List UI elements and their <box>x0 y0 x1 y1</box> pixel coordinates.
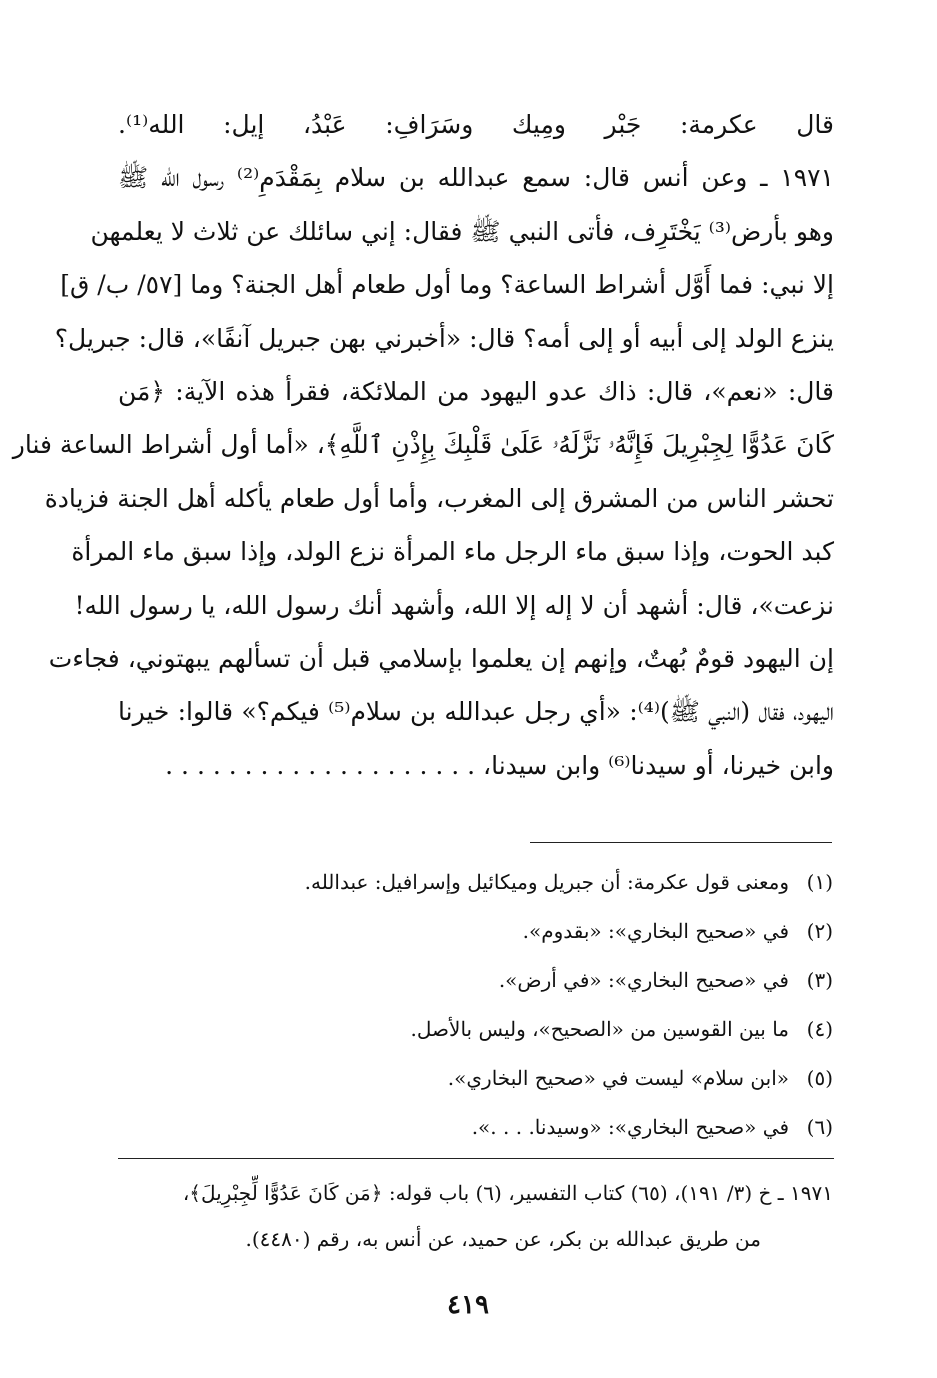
footnote-divider <box>530 842 832 843</box>
footnote-number: (٤) <box>806 1017 833 1041</box>
footnote-text: في «صحيح البخاري»: «في أرض». <box>498 968 789 992</box>
text-line-4: إلا نبي: فما أَوَّل أشراط الساعة؟ وما أول طعام أهل الجنة؟ وما [٥٧/ ب/ ق] <box>60 270 834 300</box>
footnote-4 <box>273 1005 833 1054</box>
text-line-2: ١٩٧١ ـ وعن أنس قال: سمع عبدالله بن سلام بِمَقْدَمِ⁽²⁾ رسول الله ﷺ <box>118 163 834 193</box>
text-line-6: قال: «نعم»، قال: ذاك عدو اليهود من الملائكة، فقرأ هذه الآية: ﴿مَن <box>118 376 834 406</box>
text-line-9: كبد الحوت، وإذا سبق ماء الرجل ماء المرأة نزع الولد، وإذا سبق ماء المرأة <box>71 537 834 567</box>
takhrij-line-2: من طريق عبدالله بن بكر، عن حميد، عن أنس به، رقم (٤٤٨٠). <box>245 1227 761 1251</box>
text-line-3: وهو بأرض⁽³⁾ يَخْتَرِف، فأتى النبي ﷺ فقال: إني سائلك عن ثلاث لا يعلمهن <box>90 216 834 246</box>
text-line-11: إن اليهود قومٌ بُهتٌ، وإنهم إن يعلموا بإسلامي قبل أن تسألهم يبهتوني، فجاءت <box>48 643 834 673</box>
footnote-2 <box>273 907 833 956</box>
text-line-1: قال عكرمة: جَبْر ومِيك وسَرَافِ: عَبْدُ، إيل: الله⁽¹⁾. <box>118 110 834 139</box>
footnote-number: (١) <box>806 870 833 894</box>
footnote-text: ما بين القوسين من «الصحيح»، وليس بالأصل. <box>410 1017 789 1041</box>
page-number: ٤١٩ <box>447 1290 489 1320</box>
text-line-12: اليهود، فقال (النبي ﷺ)⁽⁴⁾: «أي رجل عبدالله بن سلام⁽⁵⁾ فيكم؟» قالوا: خيرنا <box>118 697 834 727</box>
text-line-5: ينزع الولد إلى أبيه أو إلى أمه؟ قال: «أخبرني بهن جبريل آنفًا»، قال: جبريل؟ <box>54 323 834 353</box>
footnote-5 <box>273 1054 833 1103</box>
text-line-8: تحشر الناس من المشرق إلى المغرب، وأما أول طعام يأكله أهل الجنة فزيادة <box>44 483 834 513</box>
footnote-1 <box>273 858 833 907</box>
footnote-text: ومعنى قول عكرمة: أن جبريل وميكائيل وإسرافيل: عبدالله. <box>304 870 789 894</box>
footnote-3 <box>273 956 833 1005</box>
footnote-text: في «صحيح البخاري»: «وسيدنا. . . .». <box>471 1115 789 1139</box>
footnote-6 <box>273 1103 833 1152</box>
main-text <box>12 98 834 792</box>
takhrij-line-1: ١٩٧١ ـ خ (٣/ ١٩١)، (٦٥) كتاب التفسير، (٦) باب قوله: ﴿مَن كَانَ عَدُوًّا لِّجِبْرِيلَ﴾، <box>182 1181 833 1205</box>
footnotes <box>273 858 833 1152</box>
footnote-number: (٢) <box>806 919 833 943</box>
footnote-number: (٥) <box>806 1066 833 1090</box>
text-line-10: نزعت»، قال: أشهد أن لا إله إلا الله، وأشهد أنك رسول الله، يا رسول الله! <box>74 590 834 620</box>
takhrij-divider <box>118 1158 834 1159</box>
footnote-number: (٣) <box>806 968 833 992</box>
takhrij-section <box>117 1170 833 1262</box>
text-line-7: كَانَ عَدُوًّا لِجِبْرِيلَ فَإِنَّهُۥ نَزَّلَهُۥ عَلَىٰ قَلْبِكَ بِإِذْنِ ٱللَّهِ﴾، «أما أول أشراط الساعة فنار <box>12 430 834 460</box>
footnote-number: (٦) <box>806 1115 833 1139</box>
footnote-text: في «صحيح البخاري»: «بقدوم». <box>522 919 789 943</box>
text-line-13: وابن خيرنا، أو سيدنا⁽⁶⁾ وابن سيدنا، . . . . . . . . . . . . . . . . . . . . <box>165 750 834 780</box>
footnote-text: «ابن سلام» ليست في «صحيح البخاري». <box>447 1066 789 1090</box>
